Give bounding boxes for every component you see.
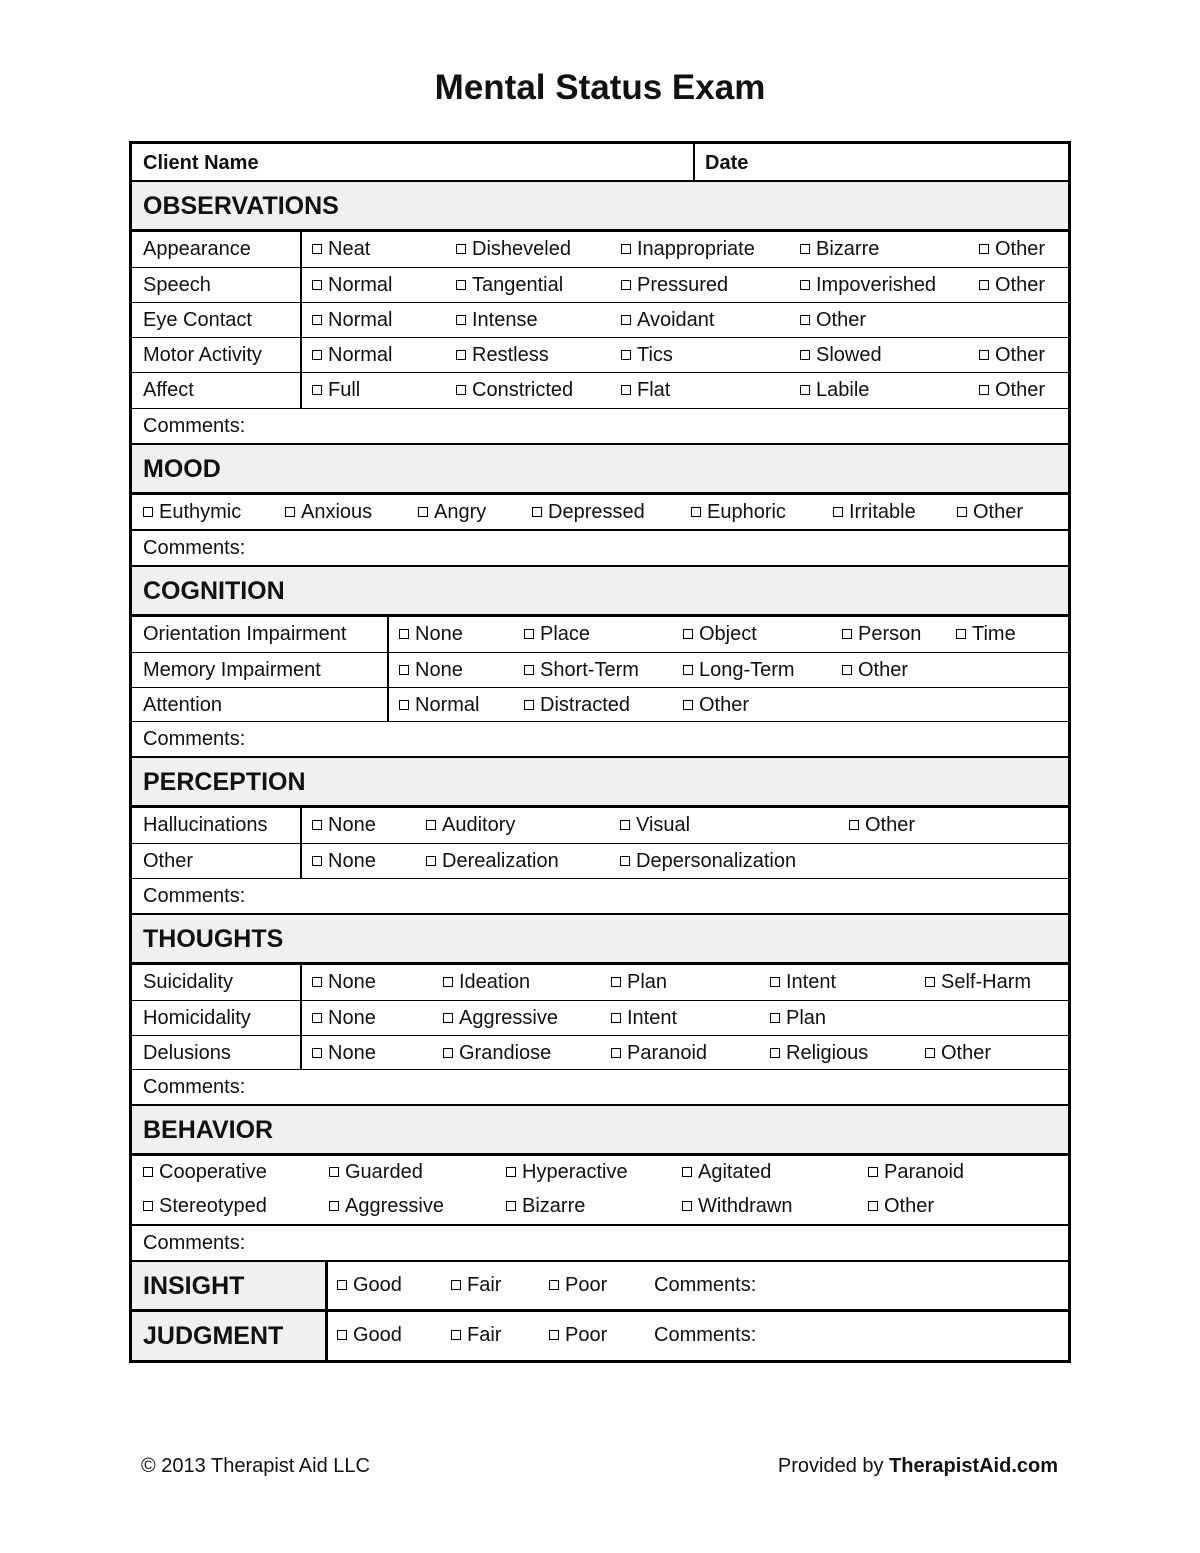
row-label: Memory Impairment bbox=[143, 659, 321, 681]
checkbox-option[interactable] bbox=[426, 814, 515, 837]
checkbox-icon[interactable] bbox=[956, 629, 966, 639]
observations-row bbox=[132, 232, 1068, 268]
checkbox-option[interactable] bbox=[312, 274, 392, 297]
brand-link[interactable]: TherapistAid.com bbox=[889, 1455, 1058, 1477]
checkbox-icon[interactable] bbox=[611, 1048, 621, 1058]
option-label: Normal bbox=[328, 344, 393, 366]
row-label: Appearance bbox=[143, 238, 251, 260]
thoughts-row bbox=[132, 1036, 1068, 1070]
checkbox-option[interactable] bbox=[524, 659, 639, 682]
checkbox-option[interactable] bbox=[329, 1195, 444, 1218]
option-label: Ideation bbox=[459, 971, 531, 993]
option-label: Other bbox=[941, 1042, 992, 1064]
checkbox-option[interactable] bbox=[399, 623, 463, 646]
checkbox-icon[interactable] bbox=[620, 856, 630, 866]
checkbox-option[interactable] bbox=[621, 238, 755, 261]
behavior-heading: BEHAVIOR bbox=[132, 1106, 1068, 1156]
checkbox-option[interactable] bbox=[285, 501, 372, 524]
checkbox-icon[interactable] bbox=[979, 385, 989, 395]
checkbox-icon[interactable] bbox=[770, 1048, 780, 1058]
option-label: Intent bbox=[627, 1007, 678, 1029]
judgment-comments[interactable]: Comments: bbox=[654, 1324, 757, 1346]
checkbox-option[interactable] bbox=[925, 1042, 991, 1065]
option-label: None bbox=[415, 659, 463, 681]
option-label: Bizarre bbox=[816, 238, 880, 260]
checkbox-icon[interactable] bbox=[620, 820, 630, 830]
checkbox-icon[interactable] bbox=[337, 1330, 347, 1340]
option-label: Depressed bbox=[548, 501, 645, 523]
option-label: Anxious bbox=[301, 501, 373, 523]
checkbox-icon[interactable] bbox=[312, 350, 322, 360]
checkbox-icon[interactable] bbox=[312, 315, 322, 325]
cognition-row bbox=[132, 617, 1068, 653]
checkbox-option[interactable] bbox=[143, 501, 241, 524]
checkbox-option[interactable] bbox=[979, 238, 1045, 261]
checkbox-icon[interactable] bbox=[800, 350, 810, 360]
checkbox-option[interactable] bbox=[620, 850, 796, 873]
perception-row bbox=[132, 844, 1068, 879]
checkbox-icon[interactable] bbox=[621, 350, 631, 360]
option-label: Good bbox=[353, 1274, 402, 1296]
checkbox-option[interactable] bbox=[849, 814, 915, 837]
checkbox-icon[interactable] bbox=[312, 1048, 322, 1058]
option-label: None bbox=[328, 1042, 376, 1064]
option-label: Neat bbox=[328, 238, 371, 260]
checkbox-option[interactable] bbox=[524, 694, 630, 717]
observations-row bbox=[132, 338, 1068, 373]
option-label: Fair bbox=[467, 1324, 502, 1346]
checkbox-option[interactable] bbox=[800, 238, 879, 261]
checkbox-option[interactable] bbox=[549, 1324, 607, 1347]
behavior-options bbox=[132, 1156, 1068, 1226]
option-label: Disheveled bbox=[472, 238, 571, 260]
option-label: Withdrawn bbox=[698, 1195, 793, 1217]
checkbox-icon[interactable] bbox=[312, 1013, 322, 1023]
checkbox-option[interactable] bbox=[443, 1007, 558, 1030]
checkbox-icon[interactable] bbox=[800, 315, 810, 325]
checkbox-option[interactable] bbox=[524, 623, 590, 646]
option-label: Good bbox=[353, 1324, 402, 1346]
option-label: Euphoric bbox=[707, 501, 786, 523]
option-label: Distracted bbox=[540, 694, 631, 716]
option-label: Tics bbox=[637, 344, 673, 366]
checkbox-icon[interactable] bbox=[426, 856, 436, 866]
provided-by bbox=[778, 1455, 1058, 1478]
checkbox-option[interactable] bbox=[770, 1007, 826, 1030]
mental-status-form bbox=[129, 141, 1071, 1363]
checkbox-option[interactable] bbox=[621, 379, 670, 402]
checkbox-icon[interactable] bbox=[549, 1280, 559, 1290]
option-label: Aggressive bbox=[345, 1195, 444, 1217]
checkbox-icon[interactable] bbox=[506, 1201, 516, 1211]
checkbox-option[interactable] bbox=[312, 971, 376, 994]
checkbox-option[interactable] bbox=[456, 238, 571, 261]
checkbox-icon[interactable] bbox=[312, 856, 322, 866]
row-label: Homicidality bbox=[143, 1007, 251, 1029]
checkbox-option[interactable] bbox=[682, 1195, 792, 1218]
option-label: Avoidant bbox=[637, 309, 715, 331]
row-label: Speech bbox=[143, 274, 211, 296]
perception-row bbox=[132, 808, 1068, 844]
checkbox-option[interactable] bbox=[868, 1195, 934, 1218]
checkbox-option[interactable] bbox=[770, 971, 836, 994]
checkbox-icon[interactable] bbox=[621, 315, 631, 325]
checkbox-option[interactable] bbox=[683, 659, 795, 682]
checkbox-icon[interactable] bbox=[842, 665, 852, 675]
checkbox-icon[interactable] bbox=[800, 280, 810, 290]
option-label: None bbox=[328, 1007, 376, 1029]
checkbox-icon[interactable] bbox=[682, 1167, 692, 1177]
option-label: Self-Harm bbox=[941, 971, 1032, 993]
checkbox-icon[interactable] bbox=[456, 280, 466, 290]
option-label: Other bbox=[865, 814, 916, 836]
checkbox-option[interactable] bbox=[957, 501, 1023, 524]
checkbox-option[interactable] bbox=[800, 274, 936, 297]
checkbox-icon[interactable] bbox=[399, 629, 409, 639]
checkbox-option[interactable] bbox=[770, 1042, 868, 1065]
mood-comments[interactable]: Comments: bbox=[132, 531, 1068, 567]
option-label: Person bbox=[858, 623, 922, 645]
option-label: Pressured bbox=[637, 274, 729, 296]
checkbox-option[interactable] bbox=[506, 1195, 585, 1218]
checkbox-option[interactable] bbox=[329, 1161, 423, 1184]
checkbox-option[interactable] bbox=[611, 1042, 707, 1065]
thoughts-row bbox=[132, 1001, 1068, 1036]
row-label: Affect bbox=[143, 379, 194, 401]
checkbox-icon[interactable] bbox=[456, 244, 466, 254]
option-label: Place bbox=[540, 623, 591, 645]
checkbox-option[interactable] bbox=[800, 344, 882, 367]
option-label: Normal bbox=[415, 694, 480, 716]
observations-row bbox=[132, 303, 1068, 338]
checkbox-icon[interactable] bbox=[682, 1201, 692, 1211]
checkbox-icon[interactable] bbox=[456, 350, 466, 360]
checkbox-option[interactable] bbox=[312, 1007, 376, 1030]
checkbox-icon[interactable] bbox=[979, 244, 989, 254]
checkbox-option[interactable] bbox=[399, 659, 463, 682]
row-label: Delusions bbox=[143, 1042, 231, 1064]
checkbox-icon[interactable] bbox=[443, 1013, 453, 1023]
option-label: Object bbox=[699, 623, 757, 645]
checkbox-option[interactable] bbox=[399, 694, 479, 717]
option-label: Cooperative bbox=[159, 1161, 267, 1183]
copyright: © 2013 Therapist Aid LLC bbox=[141, 1455, 370, 1477]
option-label: Other bbox=[995, 344, 1046, 366]
row-label: Orientation Impairment bbox=[143, 623, 347, 645]
judgment-row bbox=[132, 1312, 1068, 1360]
option-label: None bbox=[328, 814, 376, 836]
checkbox-icon[interactable] bbox=[979, 280, 989, 290]
checkbox-icon[interactable] bbox=[456, 315, 466, 325]
option-label: Religious bbox=[786, 1042, 869, 1064]
checkbox-icon[interactable] bbox=[426, 820, 436, 830]
checkbox-option[interactable] bbox=[800, 309, 866, 332]
checkbox-icon[interactable] bbox=[800, 385, 810, 395]
checkbox-icon[interactable] bbox=[399, 665, 409, 675]
checkbox-option[interactable] bbox=[979, 379, 1045, 402]
checkbox-icon[interactable] bbox=[506, 1167, 516, 1177]
checkbox-icon[interactable] bbox=[833, 507, 843, 517]
observations-row bbox=[132, 268, 1068, 303]
checkbox-icon[interactable] bbox=[621, 280, 631, 290]
checkbox-option[interactable] bbox=[312, 309, 392, 332]
option-label: Poor bbox=[565, 1274, 608, 1296]
checkbox-icon[interactable] bbox=[312, 385, 322, 395]
checkbox-icon[interactable] bbox=[312, 244, 322, 254]
option-label: Aggressive bbox=[459, 1007, 558, 1029]
checkbox-option[interactable] bbox=[868, 1161, 964, 1184]
option-label: Normal bbox=[328, 274, 393, 296]
checkbox-option[interactable] bbox=[312, 850, 376, 873]
checkbox-icon[interactable] bbox=[451, 1280, 461, 1290]
checkbox-option[interactable] bbox=[925, 971, 1031, 994]
checkbox-option[interactable] bbox=[443, 1042, 551, 1065]
option-label: Derealization bbox=[442, 850, 559, 872]
option-label: Other bbox=[995, 238, 1046, 260]
checkbox-option[interactable] bbox=[683, 623, 757, 646]
option-label: Stereotyped bbox=[159, 1195, 267, 1217]
option-label: None bbox=[328, 971, 376, 993]
checkbox-icon[interactable] bbox=[868, 1167, 878, 1177]
checkbox-icon[interactable] bbox=[683, 665, 693, 675]
mood-options-row bbox=[132, 495, 1068, 531]
mood-heading: MOOD bbox=[132, 445, 1068, 495]
perception-comments[interactable]: Comments: bbox=[132, 879, 1068, 915]
cognition-row bbox=[132, 688, 1068, 722]
checkbox-option[interactable] bbox=[683, 694, 749, 717]
option-label: Depersonalization bbox=[636, 850, 797, 872]
option-label: Intense bbox=[472, 309, 538, 331]
observations-row bbox=[132, 373, 1068, 409]
checkbox-option[interactable] bbox=[418, 501, 486, 524]
checkbox-option[interactable] bbox=[312, 379, 360, 402]
checkbox-icon[interactable] bbox=[868, 1201, 878, 1211]
option-label: Other bbox=[884, 1195, 935, 1217]
option-label: Flat bbox=[637, 379, 671, 401]
checkbox-option[interactable] bbox=[426, 850, 559, 873]
checkbox-icon[interactable] bbox=[683, 700, 693, 710]
observations-heading: OBSERVATIONS bbox=[132, 182, 1068, 232]
cognition-heading: COGNITION bbox=[132, 567, 1068, 617]
date-field[interactable]: Date bbox=[705, 152, 749, 174]
option-label: Other bbox=[973, 501, 1024, 523]
option-label: Inappropriate bbox=[637, 238, 755, 260]
checkbox-option[interactable] bbox=[833, 501, 916, 524]
checkbox-icon[interactable] bbox=[312, 820, 322, 830]
checkbox-option[interactable] bbox=[451, 1324, 501, 1347]
option-label: Fair bbox=[467, 1274, 502, 1296]
checkbox-icon[interactable] bbox=[842, 629, 852, 639]
checkbox-icon[interactable] bbox=[925, 977, 935, 987]
option-label: Angry bbox=[434, 501, 487, 523]
checkbox-option[interactable] bbox=[979, 274, 1045, 297]
checkbox-icon[interactable] bbox=[549, 1330, 559, 1340]
option-label: Impoverished bbox=[816, 274, 937, 296]
checkbox-icon[interactable] bbox=[691, 507, 701, 517]
checkbox-icon[interactable] bbox=[524, 700, 534, 710]
checkbox-option[interactable] bbox=[337, 1274, 402, 1297]
checkbox-icon[interactable] bbox=[443, 1048, 453, 1058]
option-label: Normal bbox=[328, 309, 393, 331]
insight-row bbox=[132, 1262, 1068, 1312]
option-label: None bbox=[415, 623, 463, 645]
option-label: Slowed bbox=[816, 344, 882, 366]
option-label: Other bbox=[995, 379, 1046, 401]
client-name-field[interactable]: Client Name bbox=[143, 152, 259, 174]
behavior-comments[interactable]: Comments: bbox=[132, 1226, 1068, 1262]
checkbox-icon[interactable] bbox=[611, 1013, 621, 1023]
observations-comments[interactable]: Comments: bbox=[132, 409, 1068, 445]
checkbox-icon[interactable] bbox=[532, 507, 542, 517]
option-label: Other bbox=[858, 659, 909, 681]
checkbox-icon[interactable] bbox=[524, 665, 534, 675]
checkbox-option[interactable] bbox=[443, 971, 530, 994]
checkbox-option[interactable] bbox=[312, 814, 376, 837]
option-label: Euthymic bbox=[159, 501, 242, 523]
client-header-row bbox=[132, 144, 1068, 182]
insight-comments[interactable]: Comments: bbox=[654, 1274, 757, 1296]
checkbox-icon[interactable] bbox=[312, 280, 322, 290]
checkbox-option[interactable] bbox=[956, 623, 1016, 646]
page-title: Mental Status Exam bbox=[434, 68, 766, 107]
option-label: Paranoid bbox=[884, 1161, 965, 1183]
checkbox-option[interactable] bbox=[312, 344, 392, 367]
option-label: Hyperactive bbox=[522, 1161, 628, 1183]
checkbox-icon[interactable] bbox=[683, 629, 693, 639]
checkbox-option[interactable] bbox=[682, 1161, 771, 1184]
checkbox-icon[interactable] bbox=[456, 385, 466, 395]
checkbox-icon[interactable] bbox=[443, 977, 453, 987]
option-label: Long-Term bbox=[699, 659, 795, 681]
option-label: Bizarre bbox=[522, 1195, 586, 1217]
checkbox-option[interactable] bbox=[611, 1007, 677, 1030]
checkbox-option[interactable] bbox=[312, 238, 370, 261]
option-label: Labile bbox=[816, 379, 870, 401]
row-label: Suicidality bbox=[143, 971, 234, 993]
option-label: Visual bbox=[636, 814, 691, 836]
checkbox-option[interactable] bbox=[337, 1324, 402, 1347]
judgment-heading: JUDGMENT bbox=[143, 1322, 284, 1350]
checkbox-icon[interactable] bbox=[143, 1201, 153, 1211]
thoughts-heading: THOUGHTS bbox=[132, 915, 1068, 965]
option-label: Poor bbox=[565, 1324, 608, 1346]
row-label: Other bbox=[143, 850, 194, 872]
option-label: Constricted bbox=[472, 379, 574, 401]
checkbox-icon[interactable] bbox=[312, 977, 322, 987]
cognition-comments[interactable]: Comments: bbox=[132, 722, 1068, 758]
checkbox-option[interactable] bbox=[312, 1042, 376, 1065]
option-label: Grandiose bbox=[459, 1042, 552, 1064]
checkbox-option[interactable] bbox=[621, 274, 728, 297]
checkbox-option[interactable] bbox=[143, 1195, 267, 1218]
checkbox-option[interactable] bbox=[621, 344, 673, 367]
checkbox-icon[interactable] bbox=[770, 977, 780, 987]
option-label: Other bbox=[816, 309, 867, 331]
checkbox-icon[interactable] bbox=[621, 244, 631, 254]
checkbox-icon[interactable] bbox=[143, 507, 153, 517]
row-label: Attention bbox=[143, 694, 222, 716]
checkbox-option[interactable] bbox=[979, 344, 1045, 367]
insight-heading: INSIGHT bbox=[143, 1272, 245, 1300]
checkbox-option[interactable] bbox=[456, 379, 573, 402]
option-label: Tangential bbox=[472, 274, 564, 296]
option-label: Plan bbox=[786, 1007, 827, 1029]
checkbox-option[interactable] bbox=[620, 814, 690, 837]
option-label: Intent bbox=[786, 971, 837, 993]
checkbox-icon[interactable] bbox=[143, 1167, 153, 1177]
checkbox-option[interactable] bbox=[506, 1161, 628, 1184]
checkbox-option[interactable] bbox=[143, 1161, 267, 1184]
checkbox-icon[interactable] bbox=[770, 1013, 780, 1023]
checkbox-icon[interactable] bbox=[849, 820, 859, 830]
option-label: Auditory bbox=[442, 814, 516, 836]
thoughts-row bbox=[132, 965, 1068, 1001]
option-label: Restless bbox=[472, 344, 549, 366]
checkbox-option[interactable] bbox=[456, 344, 549, 367]
checkbox-icon[interactable] bbox=[611, 977, 621, 987]
option-label: Guarded bbox=[345, 1161, 423, 1183]
provided-by-label: Provided by bbox=[777, 1455, 884, 1477]
option-label: Other bbox=[995, 274, 1046, 296]
checkbox-option[interactable] bbox=[456, 274, 563, 297]
option-label: Paranoid bbox=[627, 1042, 708, 1064]
option-label: Other bbox=[699, 694, 750, 716]
checkbox-option[interactable] bbox=[621, 309, 714, 332]
row-label: Hallucinations bbox=[143, 814, 268, 836]
checkbox-option[interactable] bbox=[451, 1274, 501, 1297]
option-label: Plan bbox=[627, 971, 668, 993]
option-label: Irritable bbox=[849, 501, 916, 523]
checkbox-icon[interactable] bbox=[957, 507, 967, 517]
perception-heading: PERCEPTION bbox=[132, 758, 1068, 808]
checkbox-option[interactable] bbox=[842, 659, 908, 682]
row-label: Motor Activity bbox=[143, 344, 262, 366]
checkbox-icon[interactable] bbox=[337, 1280, 347, 1290]
checkbox-option[interactable] bbox=[842, 623, 921, 646]
cognition-row bbox=[132, 653, 1068, 688]
checkbox-icon[interactable] bbox=[979, 350, 989, 360]
option-label: Full bbox=[328, 379, 361, 401]
checkbox-option[interactable] bbox=[800, 379, 869, 402]
checkbox-icon[interactable] bbox=[418, 507, 428, 517]
checkbox-icon[interactable] bbox=[621, 385, 631, 395]
checkbox-icon[interactable] bbox=[329, 1201, 339, 1211]
checkbox-option[interactable] bbox=[691, 501, 786, 524]
option-label: None bbox=[328, 850, 376, 872]
checkbox-option[interactable] bbox=[611, 971, 667, 994]
checkbox-icon[interactable] bbox=[399, 700, 409, 710]
checkbox-icon[interactable] bbox=[800, 244, 810, 254]
checkbox-option[interactable] bbox=[532, 501, 645, 524]
option-label: Time bbox=[972, 623, 1016, 645]
checkbox-icon[interactable] bbox=[329, 1167, 339, 1177]
checkbox-option[interactable] bbox=[549, 1274, 607, 1297]
option-label: Short-Term bbox=[540, 659, 639, 681]
checkbox-icon[interactable] bbox=[524, 629, 534, 639]
checkbox-icon[interactable] bbox=[925, 1048, 935, 1058]
checkbox-icon[interactable] bbox=[451, 1330, 461, 1340]
checkbox-icon[interactable] bbox=[285, 507, 295, 517]
row-label: Eye Contact bbox=[143, 309, 252, 331]
thoughts-comments[interactable]: Comments: bbox=[132, 1070, 1068, 1106]
checkbox-option[interactable] bbox=[456, 309, 538, 332]
option-label: Agitated bbox=[698, 1161, 772, 1183]
